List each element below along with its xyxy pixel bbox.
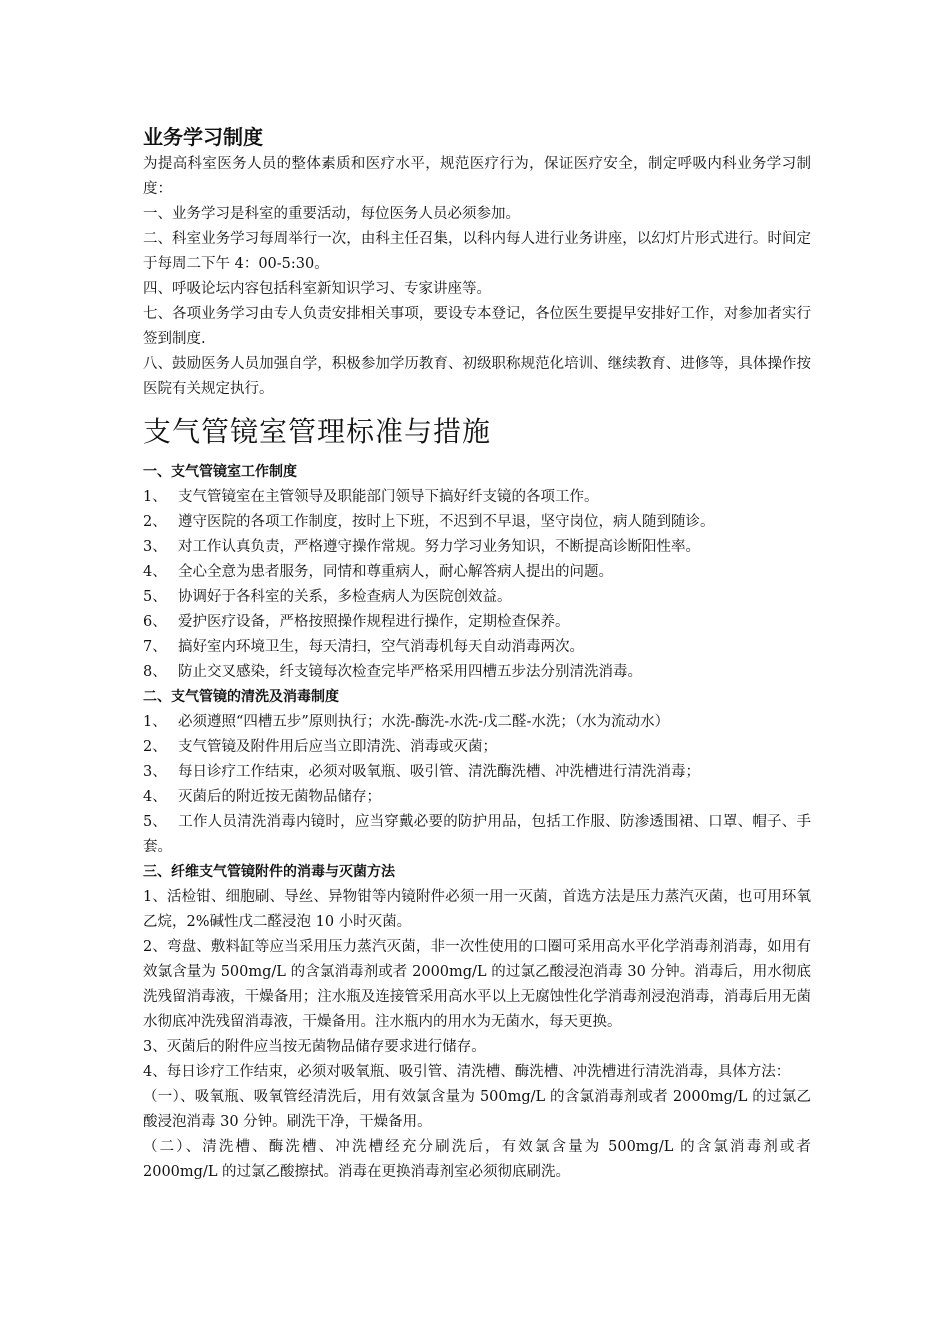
list-item-text: 支气管镜及附件用后应当立即清洗、消毒或灭菌； bbox=[178, 739, 497, 755]
list-item bbox=[143, 635, 811, 660]
list-item-number: 1、 bbox=[143, 714, 167, 730]
list-item-text: 对工作认真负责，严格遵守操作常规。努力学习业务知识，不断提高诊断阳性率。 bbox=[178, 539, 700, 555]
document-page bbox=[143, 122, 811, 1185]
list-item-number: 7、 bbox=[143, 639, 167, 655]
list-item-text: 搞好室内环境卫生，每天清扫，空气消毒机每天自动消毒两次。 bbox=[178, 639, 584, 655]
list-item-text: 必须遵照“四槽五步”原则执行；水洗-酶洗-水洗-戊二醛-水洗；（水为流动水） bbox=[178, 714, 670, 730]
part3-paragraph: 1、活检钳、细胞刷、导丝、异物钳等内镜附件必须一用一灭菌，首选方法是压力蒸汽灭菌，也可用环氧乙烷，2%碱性戊二醛浸泡 10 小时灭菌。 bbox=[143, 889, 811, 930]
list-item-text: 全心全意为患者服务，同情和尊重病人，耐心解答病人提出的问题。 bbox=[178, 564, 613, 580]
list-item bbox=[143, 735, 811, 760]
part3-paragraph: （一）、吸氧瓶、吸氧管经清洗后，用有效氯含量为 500mg/L 的含氯消毒剂或者 2000mg/L 的过氯乙酸浸泡消毒 30 分钟。刷洗干净，干燥备用。 bbox=[143, 1089, 811, 1130]
list-item bbox=[143, 535, 811, 560]
list-item-number: 4、 bbox=[143, 564, 167, 580]
list-item-number: 4、 bbox=[143, 789, 167, 805]
list-item-text: 遵守医院的各项工作制度，按时上下班，不迟到不早退，坚守岗位，病人随到随诊。 bbox=[178, 514, 715, 530]
list-item bbox=[143, 510, 811, 535]
part1-heading: 一、支气管镜室工作制度 bbox=[143, 464, 297, 480]
list-item-number: 3、 bbox=[143, 539, 167, 555]
list-item-text: 协调好于各科室的关系，多检查病人为医院创效益。 bbox=[178, 589, 512, 605]
section1-paragraph: 七、各项业务学习由专人负责安排相关事项，要设专本登记，各位医生要提早安排好工作，对参加者实行签到制度. bbox=[143, 306, 811, 347]
section1-paragraph: 二、科室业务学习每周举行一次，由科主任召集，以科内每人进行业务讲座，以幻灯片形式进行。时间定于每周二下午 4：00-5:30。 bbox=[143, 231, 811, 272]
part3-paragraph: 3、灭菌后的附件应当按无菌物品储存要求进行储存。 bbox=[143, 1039, 486, 1055]
list-item-number: 5、 bbox=[143, 814, 167, 830]
list-item bbox=[143, 560, 811, 585]
section1-paragraph: 一、业务学习是科室的重要活动，每位医务人员必须参加。 bbox=[143, 206, 520, 222]
list-item-text: 防止交叉感染，纤支镜每次检查完毕严格采用四槽五步法分别清洗消毒。 bbox=[178, 664, 642, 680]
list-item bbox=[143, 785, 811, 810]
list-item bbox=[143, 810, 811, 860]
part3-paragraph: 2、弯盘、敷料缸等应当采用压力蒸汽灭菌，非一次性使用的口圈可采用高水平化学消毒剂消毒，如用有效氯含量为 500mg/L 的含氯消毒剂或者 2000mg/L 的过氯乙酸浸泡消毒 30 分钟。消毒后，用水彻底洗残留消毒液，干燥备用；注水瓶及连接管采用高水平以上无腐蚀性化学消毒剂浸泡消毒，消毒后用无菌水彻底冲洗残留消毒液，干燥备用。注水瓶内的用水为无菌水，每天更换。 bbox=[143, 939, 811, 1030]
list-item-number: 3、 bbox=[143, 764, 167, 780]
list-item-text: 灭菌后的附近按无菌物品储存； bbox=[178, 789, 381, 805]
section2-title: 支气管镜室管理标准与措施 bbox=[143, 415, 492, 448]
list-item-text: 爱护医疗设备，严格按照操作规程进行操作，定期检查保养。 bbox=[178, 614, 570, 630]
list-item-number: 6、 bbox=[143, 614, 167, 630]
list-item bbox=[143, 610, 811, 635]
part3-paragraph: 4、每日诊疗工作结束，必须对吸氧瓶、吸引管、清洗槽、酶洗槽、冲洗槽进行清洗消毒，具体方法： bbox=[143, 1064, 791, 1080]
list-item-text: 支气管镜室在主管领导及职能部门领导下搞好纤支镜的各项工作。 bbox=[178, 489, 599, 505]
part3-paragraph: （二）、清洗槽、酶洗槽、冲洗槽经充分刷洗后，有效氯含量为 500mg/L 的含氯消毒剂或者 2000mg/L 的过氯乙酸擦拭。消毒在更换消毒剂室必须彻底刷洗。 bbox=[143, 1139, 811, 1180]
list-item bbox=[143, 485, 811, 510]
section1-paragraph: 四、呼吸论坛内容包括科室新知识学习、专家讲座等。 bbox=[143, 281, 491, 297]
list-item-number: 8、 bbox=[143, 664, 167, 680]
section1-paragraph: 八、鼓励医务人员加强自学，积极参加学历教育、初级职称规范化培训、继续教育、进修等，具体操作按医院有关规定执行。 bbox=[143, 356, 811, 397]
list-item-text: 工作人员清洗消毒内镜时，应当穿戴必要的防护用品，包括工作服、防渗透围裙、口罩、帽子、手套。 bbox=[143, 814, 811, 855]
list-item bbox=[143, 760, 811, 785]
list-item-text: 每日诊疗工作结束，必须对吸氧瓶、吸引管、清洗酶洗槽、冲洗槽进行清洗消毒； bbox=[178, 764, 700, 780]
list-item-number: 2、 bbox=[143, 514, 167, 530]
list-item bbox=[143, 660, 811, 685]
list-item-number: 5、 bbox=[143, 589, 167, 605]
list-item-number: 1、 bbox=[143, 489, 167, 505]
part3-heading: 三、纤维支气管镜附件的消毒与灭菌方法 bbox=[143, 864, 395, 880]
section1-paragraph: 为提高科室医务人员的整体素质和医疗水平，规范医疗行为，保证医疗安全，制定呼吸内科业务学习制度： bbox=[143, 156, 811, 197]
part2-heading: 二、支气管镜的清洗及消毒制度 bbox=[143, 689, 339, 705]
list-item-number: 2、 bbox=[143, 739, 167, 755]
list-item bbox=[143, 710, 811, 735]
list-item bbox=[143, 585, 811, 610]
section1-title: 业务学习制度 bbox=[143, 125, 263, 149]
